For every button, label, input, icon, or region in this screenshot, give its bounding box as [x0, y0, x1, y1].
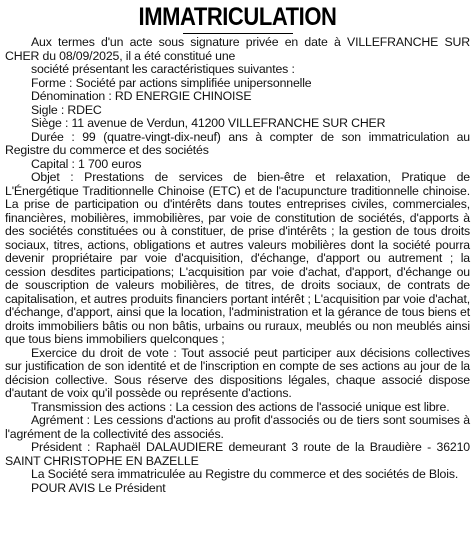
title-underline — [183, 33, 293, 34]
paragraph-duree: Durée : 99 (quatre-vingt-dix-neuf) ans à compter de son immatriculation au Registre du commerce et des sociétés — [5, 129, 470, 157]
paragraph-vote: Exercice du droit de vote : Tout associé peut participer aux décisions collectives sur justification de son identité et de l'inscription en compte de ses actions au jour de la décision collective. Sous réserve des dispositions légales, chaque associé dispose d'autant de voix qu'il possède ou représente d'actions. — [5, 345, 470, 400]
paragraph-transmission: Transmission des actions : La cession des actions de l'associé unique est libre. — [31, 399, 450, 414]
paragraph-siege: Siège : 11 avenue de Verdun, 41200 VILLEFRANCHE SUR CHER — [31, 116, 386, 130]
paragraph-act: Aux termes d'un acte sous signature privée en date à VILLEFRANCHE SUR CHER du 08/09/2025, il a été constitué une — [5, 35, 470, 63]
paragraph-signature: POUR AVIS Le Président — [31, 480, 166, 495]
paragraph-agrement: Agrément : Les cessions d'actions au profit d'associés ou de tiers sont soumises à l'agrément de la collectivité des associés. — [5, 413, 470, 441]
paragraph-president: Président : Raphaël DALAUDIERE demeurant 3 route de la Braudière - 36210 SAINT CHRISTOPHE EN BAZELLE — [5, 440, 470, 468]
paragraph-objet: Objet : Prestations de services de bien-être et relaxation, Pratique de L'Énergétique Traditionnelle Chinoise (ETC) et de l'acupuncture traditionnelle chinoise. La prise de participation ou d'intérêts dans toutes entreprises civiles, commerciales, financières, mobilières, immobilières, par voie de constitution de sociétés, d'apports à des sociétés constituées ou à constituer, de prise d'intérêts ; la gestion de tous droits sociaux, titres, actions, obligations et autres valeurs mobilières dont la société pourra devenir propriétaire par voie d'acquisition, d'échange, d'apport ou autrement ; la cession desdites participations; L'acquisition par voie d'achat, d'apport, d'échange ou de souscription de valeurs mobilières, de titres, de droits sociaux, de contrats de capitalisation, et autres produits financiers portant intérêt ; L'acquisition par voie d'achat, d'échange, d'apport, ainsi que la location, l'administration et la gérance de tous biens et droits immobiliers bâtis ou non bâtis, urbains ou ruraux, meublés ou non meublés ainsi que tous biens immobiliers quelconques ; — [5, 170, 470, 346]
paragraph-registre: La Société sera immatriculée au Registre du commerce et des sociétés de Blois. — [31, 467, 459, 481]
paragraph-intro: société présentant les caractéristiques suivantes : — [31, 62, 295, 76]
paragraph-denomination: Dénomination : RD ENERGIE CHINOISE — [31, 89, 252, 103]
paragraph-sigle: Sigle : RDEC — [31, 102, 102, 117]
notice-body — [5, 36, 470, 495]
paragraph-forme: Forme : Société par actions simplifiée unipersonnelle — [31, 75, 312, 90]
paragraph-capital: Capital : 1 700 euros — [31, 156, 142, 171]
notice-title: IMMATRICULATION — [138, 3, 337, 31]
